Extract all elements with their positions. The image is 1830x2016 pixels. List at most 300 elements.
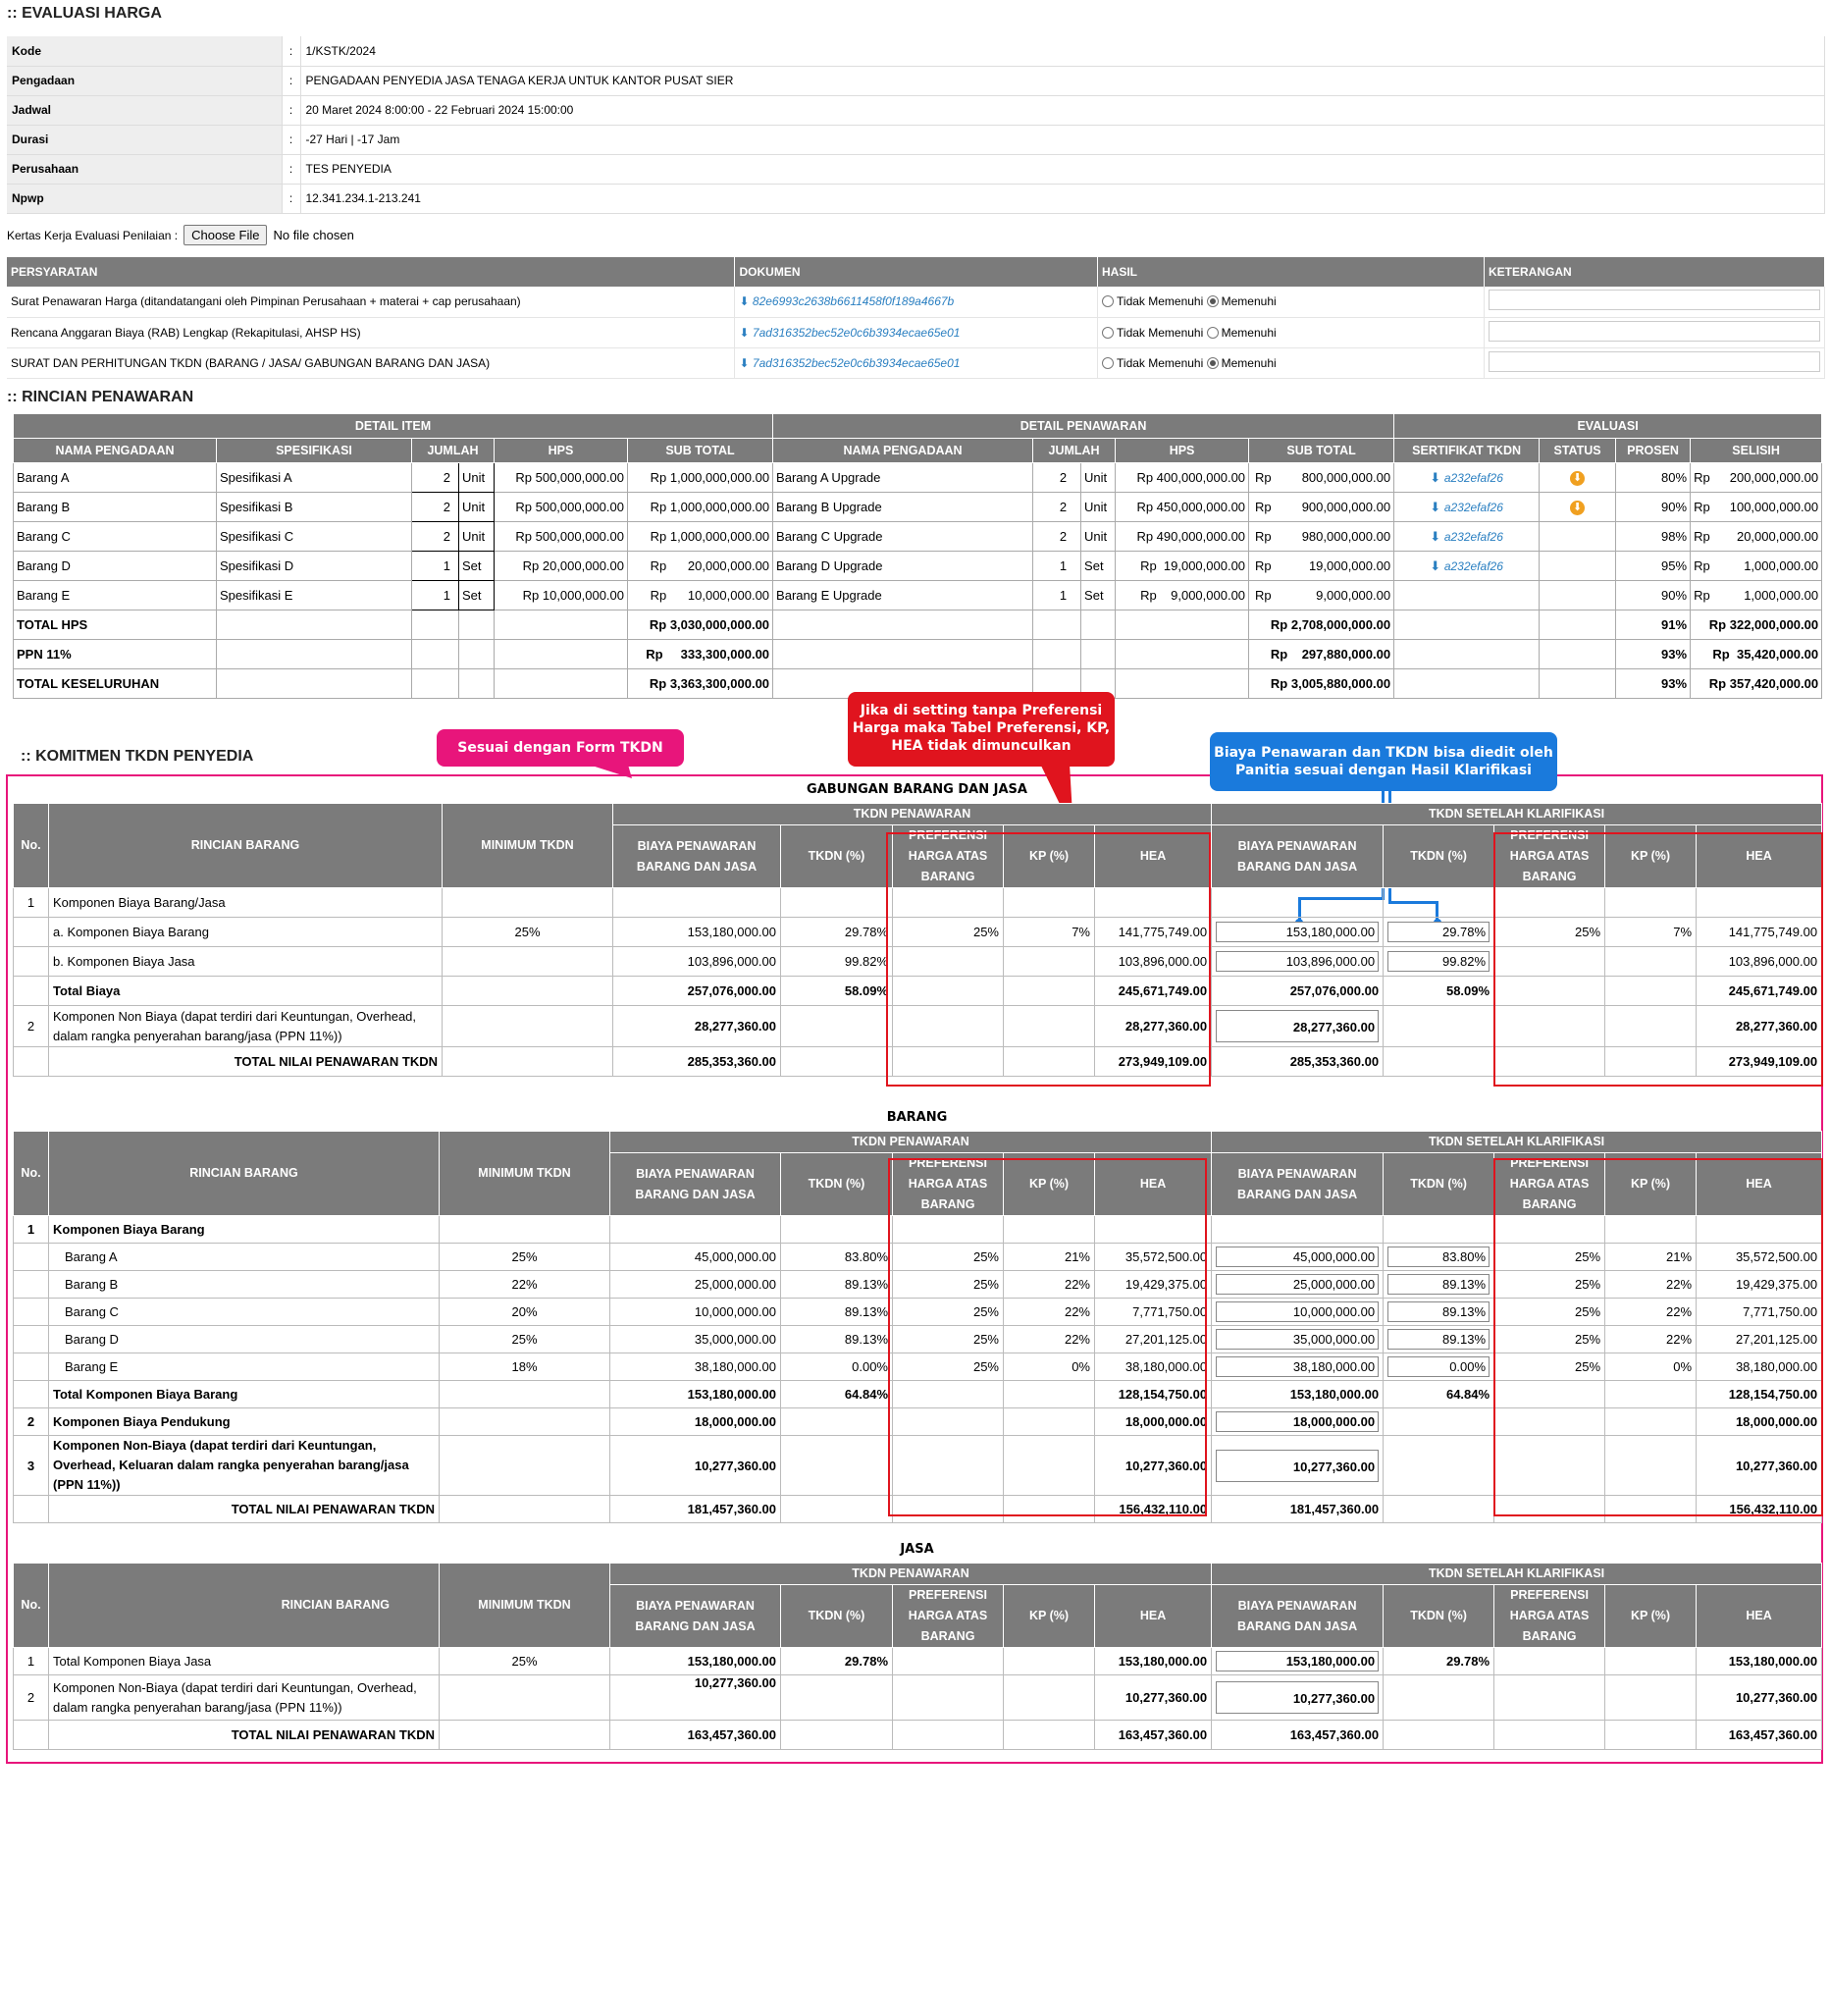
selisih: 1,000,000.00 (1744, 588, 1819, 603)
penawaran-hps: Rp 490,000,000.00 (1116, 522, 1249, 552)
col-ktkdn: TKDN (%) (1384, 825, 1494, 888)
group-tkdn-klarifikasi: TKDN SETELAH KLARIFIKASI (1212, 1564, 1822, 1585)
biaya: 181,457,360.00 (610, 1496, 781, 1523)
kp: 7% (1605, 918, 1697, 947)
tkdn-input[interactable]: 89.13% (1387, 1274, 1490, 1295)
kp: 22% (1004, 1299, 1095, 1326)
hea: 19,429,375.00 (1697, 1271, 1822, 1299)
selisih: 1,000,000.00 (1744, 558, 1819, 573)
min-tkdn: 25% (440, 1326, 610, 1353)
info-value: PENGADAAN PENYEDIA JASA TENAGA KERJA UNTUK KANTOR PUSAT SIER (300, 66, 1825, 95)
col-sertifikat: SERTIFIKAT TKDN (1394, 439, 1540, 463)
table-row (14, 1216, 1822, 1244)
callout-pointer-pink (589, 765, 638, 780)
info-row (7, 95, 1825, 125)
row-label: TOTAL NILAI PENAWARAN TKDN (49, 1721, 440, 1750)
row-label: Total Biaya (49, 977, 443, 1006)
info-value: -27 Hari | -17 Jam (300, 125, 1825, 154)
tkdn: 89.13% (781, 1271, 893, 1299)
col-min-tkdn: MINIMUM TKDN (440, 1132, 610, 1216)
col-selisih: SELISIH (1691, 439, 1822, 463)
col-keterangan: KETERANGAN (1485, 257, 1825, 287)
penawaran-subtotal: 900,000,000.00 (1301, 500, 1391, 514)
table-row (14, 918, 1822, 947)
tkdn-input[interactable]: 0.00% (1387, 1356, 1490, 1377)
row-no: 1 (14, 1648, 49, 1675)
info-sep: : (282, 95, 300, 125)
item-spek: Spesifikasi A (217, 463, 412, 493)
rp-prefix: Rp (1255, 470, 1272, 485)
hea: 103,896,000.00 (1697, 947, 1822, 977)
pref: 25% (1494, 1299, 1605, 1326)
barang-title: BARANG (886, 1110, 948, 1125)
file-upload (7, 225, 354, 245)
rp-prefix: Rp (1694, 500, 1710, 514)
tkdn: 99.82% (781, 947, 893, 977)
info-row (7, 154, 1825, 184)
choose-file-button[interactable]: Choose File (183, 225, 267, 245)
tkdn-input[interactable]: 83.80% (1387, 1247, 1490, 1267)
req-text: Rencana Anggaran Biaya (RAB) Lengkap (Rekapitulasi, AHSP HS) (7, 317, 735, 347)
prosen: 90% (1616, 493, 1691, 522)
row-label: Komponen Non Biaya (dapat terdiri dari Keuntungan, Overhead, dalam rangka penyerahan barang/jasa (PPN 11%)) (49, 1006, 443, 1047)
table-row (14, 581, 1822, 610)
col-hea: HEA (1095, 825, 1212, 888)
row-label: Komponen Biaya Barang/Jasa (49, 888, 443, 918)
hea: 163,457,360.00 (1697, 1721, 1822, 1750)
col-status: STATUS (1540, 439, 1616, 463)
info-key: Jadwal (7, 95, 282, 125)
table-row (7, 287, 1825, 317)
table-row (14, 1006, 1822, 1047)
sertifikat-link[interactable]: a232efaf26 (1443, 500, 1503, 514)
biaya: 18,000,000.00 (610, 1408, 781, 1436)
pref: 25% (1494, 1353, 1605, 1381)
row-no: 2 (14, 1006, 49, 1047)
col-rincian: RINCIAN BARANG (49, 1564, 440, 1648)
biaya-input[interactable]: 103,896,000.00 (1216, 951, 1379, 972)
penawaran-subtotal: 19,000,000.00 (1308, 558, 1391, 573)
col-pref: PREFERENSI HARGA ATAS BARANG (893, 825, 1004, 888)
table-row (14, 1299, 1822, 1326)
rp-prefix: Rp (1255, 558, 1272, 573)
download-icon: ⬇ (1430, 557, 1441, 573)
pref: 25% (893, 1271, 1004, 1299)
req-text: SURAT DAN PERHITUNGAN TKDN (BARANG / JASA/ GABUNGAN BARANG DAN JASA) (7, 347, 735, 378)
item-unit: Unit (459, 522, 495, 552)
hea: 35,572,500.00 (1095, 1244, 1212, 1271)
row-label: Barang A (49, 1244, 440, 1271)
radio-label: Memenuhi (1221, 294, 1277, 309)
biaya: 285,353,360.00 (1212, 1047, 1384, 1077)
row-label: Komponen Non-Biaya (dapat terdiri dari Keuntungan, Overhead, dalam rangka penyerahan barang/jasa (PPN 11%)) (49, 1675, 440, 1721)
download-icon: ⬇ (1430, 528, 1441, 544)
table-row (14, 1408, 1822, 1436)
col-biaya: BIAYA PENAWARAN BARANG DAN JASA (613, 825, 781, 888)
item-spek: Spesifikasi D (217, 552, 412, 581)
group-tkdn-penawaran: TKDN PENAWARAN (610, 1132, 1212, 1153)
col-jumlah: JUMLAH (412, 439, 495, 463)
hea: 141,775,749.00 (1095, 918, 1212, 947)
biaya-input[interactable]: 18,000,000.00 (1216, 1411, 1379, 1432)
biaya-input[interactable]: 10,000,000.00 (1216, 1301, 1379, 1322)
col-tkdn: TKDN (%) (781, 825, 893, 888)
hea: 28,277,360.00 (1095, 1006, 1212, 1047)
hea: 19,429,375.00 (1095, 1271, 1212, 1299)
callout-preferensi: Jika di setting tanpa Preferensi Harga maka Tabel Preferensi, KP, HEA tidak dimunculkan (848, 692, 1115, 767)
tkdn: 29.78% (781, 1648, 893, 1675)
tkdn: 89.13% (781, 1326, 893, 1353)
info-key: Durasi (7, 125, 282, 154)
col-pjumlah: JUMLAH (1033, 439, 1116, 463)
hea: 35,572,500.00 (1697, 1244, 1822, 1271)
download-icon: ⬇ (739, 325, 750, 340)
penawaran-hps: Rp 19,000,000.00 (1116, 552, 1249, 581)
hea: 10,277,360.00 (1095, 1436, 1212, 1496)
prosen: 90% (1616, 581, 1691, 610)
biaya: 153,180,000.00 (613, 918, 781, 947)
total-psubtotal: Rp 297,880,000.00 (1249, 640, 1394, 669)
biaya-input[interactable]: 45,000,000.00 (1216, 1247, 1379, 1267)
item-subtotal: Rp 1,000,000,000.00 (628, 493, 773, 522)
tkdn: 29.78% (781, 918, 893, 947)
row-label: Total Komponen Biaya Barang (49, 1381, 440, 1408)
kp: 22% (1004, 1271, 1095, 1299)
hea: 7,771,750.00 (1095, 1299, 1212, 1326)
col-kbiaya: BIAYA PENAWARAN BARANG DAN JASA (1212, 1585, 1384, 1648)
sertifikat-link[interactable]: a232efaf26 (1443, 558, 1503, 573)
col-nama: NAMA PENGADAAN (14, 439, 217, 463)
tkdn: 64.84% (1384, 1381, 1494, 1408)
biaya-input[interactable]: 153,180,000.00 (1216, 1651, 1379, 1671)
pref: 25% (1494, 1326, 1605, 1353)
col-kpref: PREFERENSI HARGA ATAS BARANG (1494, 1153, 1605, 1216)
penawaran-subtotal: 800,000,000.00 (1301, 470, 1391, 485)
item-nama: Barang C (14, 522, 217, 552)
table-row (14, 552, 1822, 581)
info-row (7, 184, 1825, 213)
kp: 21% (1004, 1244, 1095, 1271)
info-key: Perusahaan (7, 154, 282, 184)
persyaratan-table (7, 257, 1825, 379)
biaya: 10,277,360.00 (610, 1436, 781, 1496)
document-link[interactable]: 82e6993c2638b6611458f0f189a4667b (752, 294, 955, 309)
total-subtotal: Rp 333,300,000.00 (628, 640, 773, 669)
rp-prefix: Rp (1694, 558, 1710, 573)
hea: 27,201,125.00 (1697, 1326, 1822, 1353)
hea: 38,180,000.00 (1697, 1353, 1822, 1381)
radio-memenuhi[interactable] (1207, 327, 1219, 339)
penawaran-unit: Unit (1081, 522, 1116, 552)
pref: 25% (893, 1299, 1004, 1326)
item-subtotal: Rp 1,000,000,000.00 (628, 463, 773, 493)
item-unit: Set (459, 581, 495, 610)
col-no: No. (14, 804, 49, 888)
col-kpref: PREFERENSI HARGA ATAS BARANG (1494, 1585, 1605, 1648)
penawaran-unit: Set (1081, 552, 1116, 581)
table-row (14, 463, 1822, 493)
item-jumlah: 2 (412, 522, 459, 552)
hea: 128,154,750.00 (1697, 1381, 1822, 1408)
col-khea: HEA (1697, 1585, 1822, 1648)
tkdn-input[interactable]: 89.13% (1387, 1329, 1490, 1350)
item-jumlah: 1 (412, 552, 459, 581)
col-kp: KP (%) (1004, 1585, 1095, 1648)
biaya: 28,277,360.00 (613, 1006, 781, 1047)
hea: 18,000,000.00 (1697, 1408, 1822, 1436)
item-spek: Spesifikasi B (217, 493, 412, 522)
penawaran-nama: Barang D Upgrade (773, 552, 1033, 581)
col-kbiaya: BIAYA PENAWARAN BARANG DAN JASA (1212, 825, 1384, 888)
hea: 28,277,360.00 (1697, 1006, 1822, 1047)
total-row (14, 610, 1822, 640)
biaya-input[interactable]: 153,180,000.00 (1216, 922, 1379, 942)
biaya: 10,277,360.00 (610, 1675, 781, 1721)
row-no: 2 (14, 1408, 49, 1436)
min-tkdn: 18% (440, 1353, 610, 1381)
pref: 25% (1494, 1271, 1605, 1299)
total-selisih: Rp 357,420,000.00 (1691, 669, 1822, 699)
tkdn-input[interactable]: 99.82% (1387, 951, 1490, 972)
tkdn-barang-table (13, 1131, 1822, 1523)
biaya-input[interactable]: 35,000,000.00 (1216, 1329, 1379, 1350)
kp: 0% (1605, 1353, 1697, 1381)
hea: 156,432,110.00 (1697, 1496, 1822, 1523)
penawaran-nama: Barang B Upgrade (773, 493, 1033, 522)
table-row (14, 522, 1822, 552)
item-unit: Set (459, 552, 495, 581)
prosen: 95% (1616, 552, 1691, 581)
radio-tidak-memenuhi[interactable] (1102, 295, 1114, 307)
item-jumlah: 2 (412, 463, 459, 493)
col-biaya: BIAYA PENAWARAN BARANG DAN JASA (610, 1153, 781, 1216)
kp: 22% (1605, 1271, 1697, 1299)
col-no: No. (14, 1564, 49, 1648)
biaya-input[interactable]: 38,180,000.00 (1216, 1356, 1379, 1377)
col-rincian: RINCIAN BARANG (49, 804, 443, 888)
item-jumlah: 1 (412, 581, 459, 610)
biaya: 153,180,000.00 (610, 1648, 781, 1675)
info-key: Npwp (7, 184, 282, 213)
col-prosen: PROSEN (1616, 439, 1691, 463)
page-title: :: EVALUASI HARGA (7, 5, 162, 22)
penawaran-hps: Rp 9,000,000.00 (1116, 581, 1249, 610)
radio-label: Tidak Memenuhi (1117, 355, 1204, 370)
col-kkp: KP (%) (1605, 825, 1697, 888)
row-label: Komponen Biaya Barang (49, 1216, 440, 1244)
radio-tidak-memenuhi[interactable] (1102, 327, 1114, 339)
tkdn: 83.80% (781, 1244, 893, 1271)
penawaran-unit: Set (1081, 581, 1116, 610)
col-persyaratan: PERSYARATAN (7, 257, 735, 287)
group-evaluasi: EVALUASI (1394, 414, 1822, 439)
item-subtotal: Rp 1,000,000,000.00 (628, 522, 773, 552)
table-row (14, 1381, 1822, 1408)
pref: 25% (893, 1326, 1004, 1353)
total-subtotal: Rp 3,030,000,000.00 (628, 610, 773, 640)
info-sep: : (282, 36, 300, 66)
kp: 21% (1605, 1244, 1697, 1271)
penawaran-unit: Unit (1081, 493, 1116, 522)
col-hasil: HASIL (1098, 257, 1485, 287)
pref: 25% (1494, 1244, 1605, 1271)
tkdn-jasa-table (13, 1563, 1822, 1750)
callout-edit-klarifikasi: Biaya Penawaran dan TKDN bisa diedit oleh Panitia sesuai dengan Hasil Klarifikasi (1210, 732, 1557, 791)
row-label: a. Komponen Biaya Barang (49, 918, 443, 947)
penawaran-jumlah: 1 (1033, 581, 1081, 610)
col-spek: SPESIFIKASI (217, 439, 412, 463)
tkdn: 64.84% (781, 1381, 893, 1408)
min-tkdn: 25% (443, 918, 613, 947)
keterangan-input[interactable] (1489, 351, 1820, 372)
info-sep: : (282, 66, 300, 95)
tkdn: 29.78% (1384, 1648, 1494, 1675)
item-nama: Barang E (14, 581, 217, 610)
callout-form-tkdn: Sesuai dengan Form TKDN (437, 729, 684, 767)
hea: 18,000,000.00 (1095, 1408, 1212, 1436)
item-nama: Barang A (14, 463, 217, 493)
radio-tidak-memenuhi[interactable] (1102, 357, 1114, 369)
radio-memenuhi[interactable] (1207, 295, 1219, 307)
col-pnama: NAMA PENGADAAN (773, 439, 1033, 463)
penawaran-jumlah: 2 (1033, 522, 1081, 552)
col-tkdn: TKDN (%) (781, 1585, 893, 1648)
group-tkdn-klarifikasi: TKDN SETELAH KLARIFIKASI (1212, 804, 1822, 825)
biaya: 38,180,000.00 (610, 1353, 781, 1381)
item-spek: Spesifikasi E (217, 581, 412, 610)
gabungan-title: GABUNGAN BARANG DAN JASA (807, 782, 1027, 797)
row-label: Komponen Biaya Pendukung (49, 1408, 440, 1436)
download-icon: ⬇ (739, 355, 750, 370)
tkdn-input[interactable]: 29.78% (1387, 922, 1490, 942)
rincian-table (13, 413, 1822, 699)
keterangan-input[interactable] (1489, 290, 1820, 310)
penawaran-nama: Barang C Upgrade (773, 522, 1033, 552)
group-tkdn-penawaran: TKDN PENAWARAN (613, 804, 1212, 825)
total-psubtotal: Rp 3,005,880,000.00 (1249, 669, 1394, 699)
file-label: Kertas Kerja Evaluasi Penilaian : (7, 228, 179, 242)
hea: 273,949,109.00 (1697, 1047, 1822, 1077)
info-key: Pengadaan (7, 66, 282, 95)
total-prosen: 93% (1616, 669, 1691, 699)
hea: 10,277,360.00 (1697, 1675, 1822, 1721)
item-unit: Unit (459, 463, 495, 493)
hea: 128,154,750.00 (1095, 1381, 1212, 1408)
biaya: 103,896,000.00 (613, 947, 781, 977)
info-row (7, 125, 1825, 154)
info-value: 20 Maret 2024 8:00:00 - 22 Februari 2024 15:00:00 (300, 95, 1825, 125)
min-tkdn: 25% (440, 1244, 610, 1271)
hea: 153,180,000.00 (1697, 1648, 1822, 1675)
keterangan-input[interactable] (1489, 321, 1820, 342)
item-spek: Spesifikasi C (217, 522, 412, 552)
rincian-title: :: RINCIAN PENAWARAN (7, 389, 194, 405)
radio-memenuhi[interactable] (1207, 357, 1219, 369)
col-hea: HEA (1095, 1585, 1212, 1648)
min-tkdn: 22% (440, 1271, 610, 1299)
penawaran-subtotal: 980,000,000.00 (1301, 529, 1391, 544)
document-link[interactable]: 7ad316352bec52e0c6b3934ecae65e01 (752, 325, 961, 340)
row-label: TOTAL NILAI PENAWARAN TKDN (49, 1496, 440, 1523)
info-sep: : (282, 184, 300, 213)
total-row (14, 640, 1822, 669)
biaya-input[interactable]: 25,000,000.00 (1216, 1274, 1379, 1295)
table-row (7, 317, 1825, 347)
col-kp: KP (%) (1004, 1153, 1095, 1216)
table-row (14, 1496, 1822, 1523)
col-khea: HEA (1697, 825, 1822, 888)
item-nama: Barang D (14, 552, 217, 581)
download-icon: ⬇ (1430, 469, 1441, 485)
item-hps: Rp 500,000,000.00 (495, 522, 628, 552)
hea: 156,432,110.00 (1095, 1496, 1212, 1523)
col-rincian: RINCIAN BARANG (49, 1132, 440, 1216)
col-ktkdn: TKDN (%) (1384, 1153, 1494, 1216)
info-key: Kode (7, 36, 282, 66)
col-khea: HEA (1697, 1153, 1822, 1216)
col-psubtotal: SUB TOTAL (1249, 439, 1394, 463)
penawaran-jumlah: 2 (1033, 493, 1081, 522)
min-tkdn: 25% (440, 1648, 610, 1675)
jasa-title: JASA (900, 1542, 934, 1557)
hea: 38,180,000.00 (1095, 1353, 1212, 1381)
status-down-arrow-icon: ⬇ (1570, 501, 1585, 515)
table-row (14, 947, 1822, 977)
penawaran-jumlah: 2 (1033, 463, 1081, 493)
row-label: Total Komponen Biaya Jasa (49, 1648, 440, 1675)
selisih: 20,000,000.00 (1736, 529, 1819, 544)
selisih: 100,000,000.00 (1729, 500, 1819, 514)
min-tkdn: 20% (440, 1299, 610, 1326)
col-kp: KP (%) (1004, 825, 1095, 888)
biaya: 10,000,000.00 (610, 1299, 781, 1326)
item-hps: Rp 500,000,000.00 (495, 463, 628, 493)
radio-label: Tidak Memenuhi (1117, 294, 1204, 309)
sertifikat-link[interactable]: a232efaf26 (1443, 529, 1503, 544)
item-unit: Unit (459, 493, 495, 522)
hea: 7,771,750.00 (1697, 1299, 1822, 1326)
biaya: 257,076,000.00 (1212, 977, 1384, 1006)
sertifikat-link[interactable]: a232efaf26 (1443, 470, 1503, 485)
status-down-arrow-icon: ⬇ (1570, 471, 1585, 486)
penawaran-jumlah: 1 (1033, 552, 1081, 581)
row-no: 1 (14, 888, 49, 918)
rp-prefix: Rp (1255, 529, 1272, 544)
hea: 153,180,000.00 (1095, 1648, 1212, 1675)
table-row (14, 1436, 1822, 1496)
biaya-input[interactable]: 10,277,360.00 (1216, 1681, 1379, 1714)
row-no: 1 (14, 1216, 49, 1244)
document-link[interactable]: 7ad316352bec52e0c6b3934ecae65e01 (752, 355, 961, 370)
total-label: TOTAL HPS (14, 610, 217, 640)
biaya: 45,000,000.00 (610, 1244, 781, 1271)
pref: 25% (893, 918, 1004, 947)
col-hea: HEA (1095, 1153, 1212, 1216)
total-label: TOTAL KESELURUHAN (14, 669, 217, 699)
tkdn-input[interactable]: 89.13% (1387, 1301, 1490, 1322)
row-no: 2 (14, 1675, 49, 1721)
tkdn: 58.09% (781, 977, 893, 1006)
col-biaya: BIAYA PENAWARAN BARANG DAN JASA (610, 1585, 781, 1648)
biaya-input[interactable]: 28,277,360.00 (1216, 1010, 1379, 1042)
col-kkp: KP (%) (1605, 1585, 1697, 1648)
pref: 25% (1494, 918, 1605, 947)
prosen: 80% (1616, 463, 1691, 493)
row-label: TOTAL NILAI PENAWARAN TKDN (49, 1047, 443, 1077)
biaya-input[interactable]: 10,277,360.00 (1216, 1450, 1379, 1482)
evaluasi-info-table (7, 36, 1825, 214)
hea: 103,896,000.00 (1095, 947, 1212, 977)
